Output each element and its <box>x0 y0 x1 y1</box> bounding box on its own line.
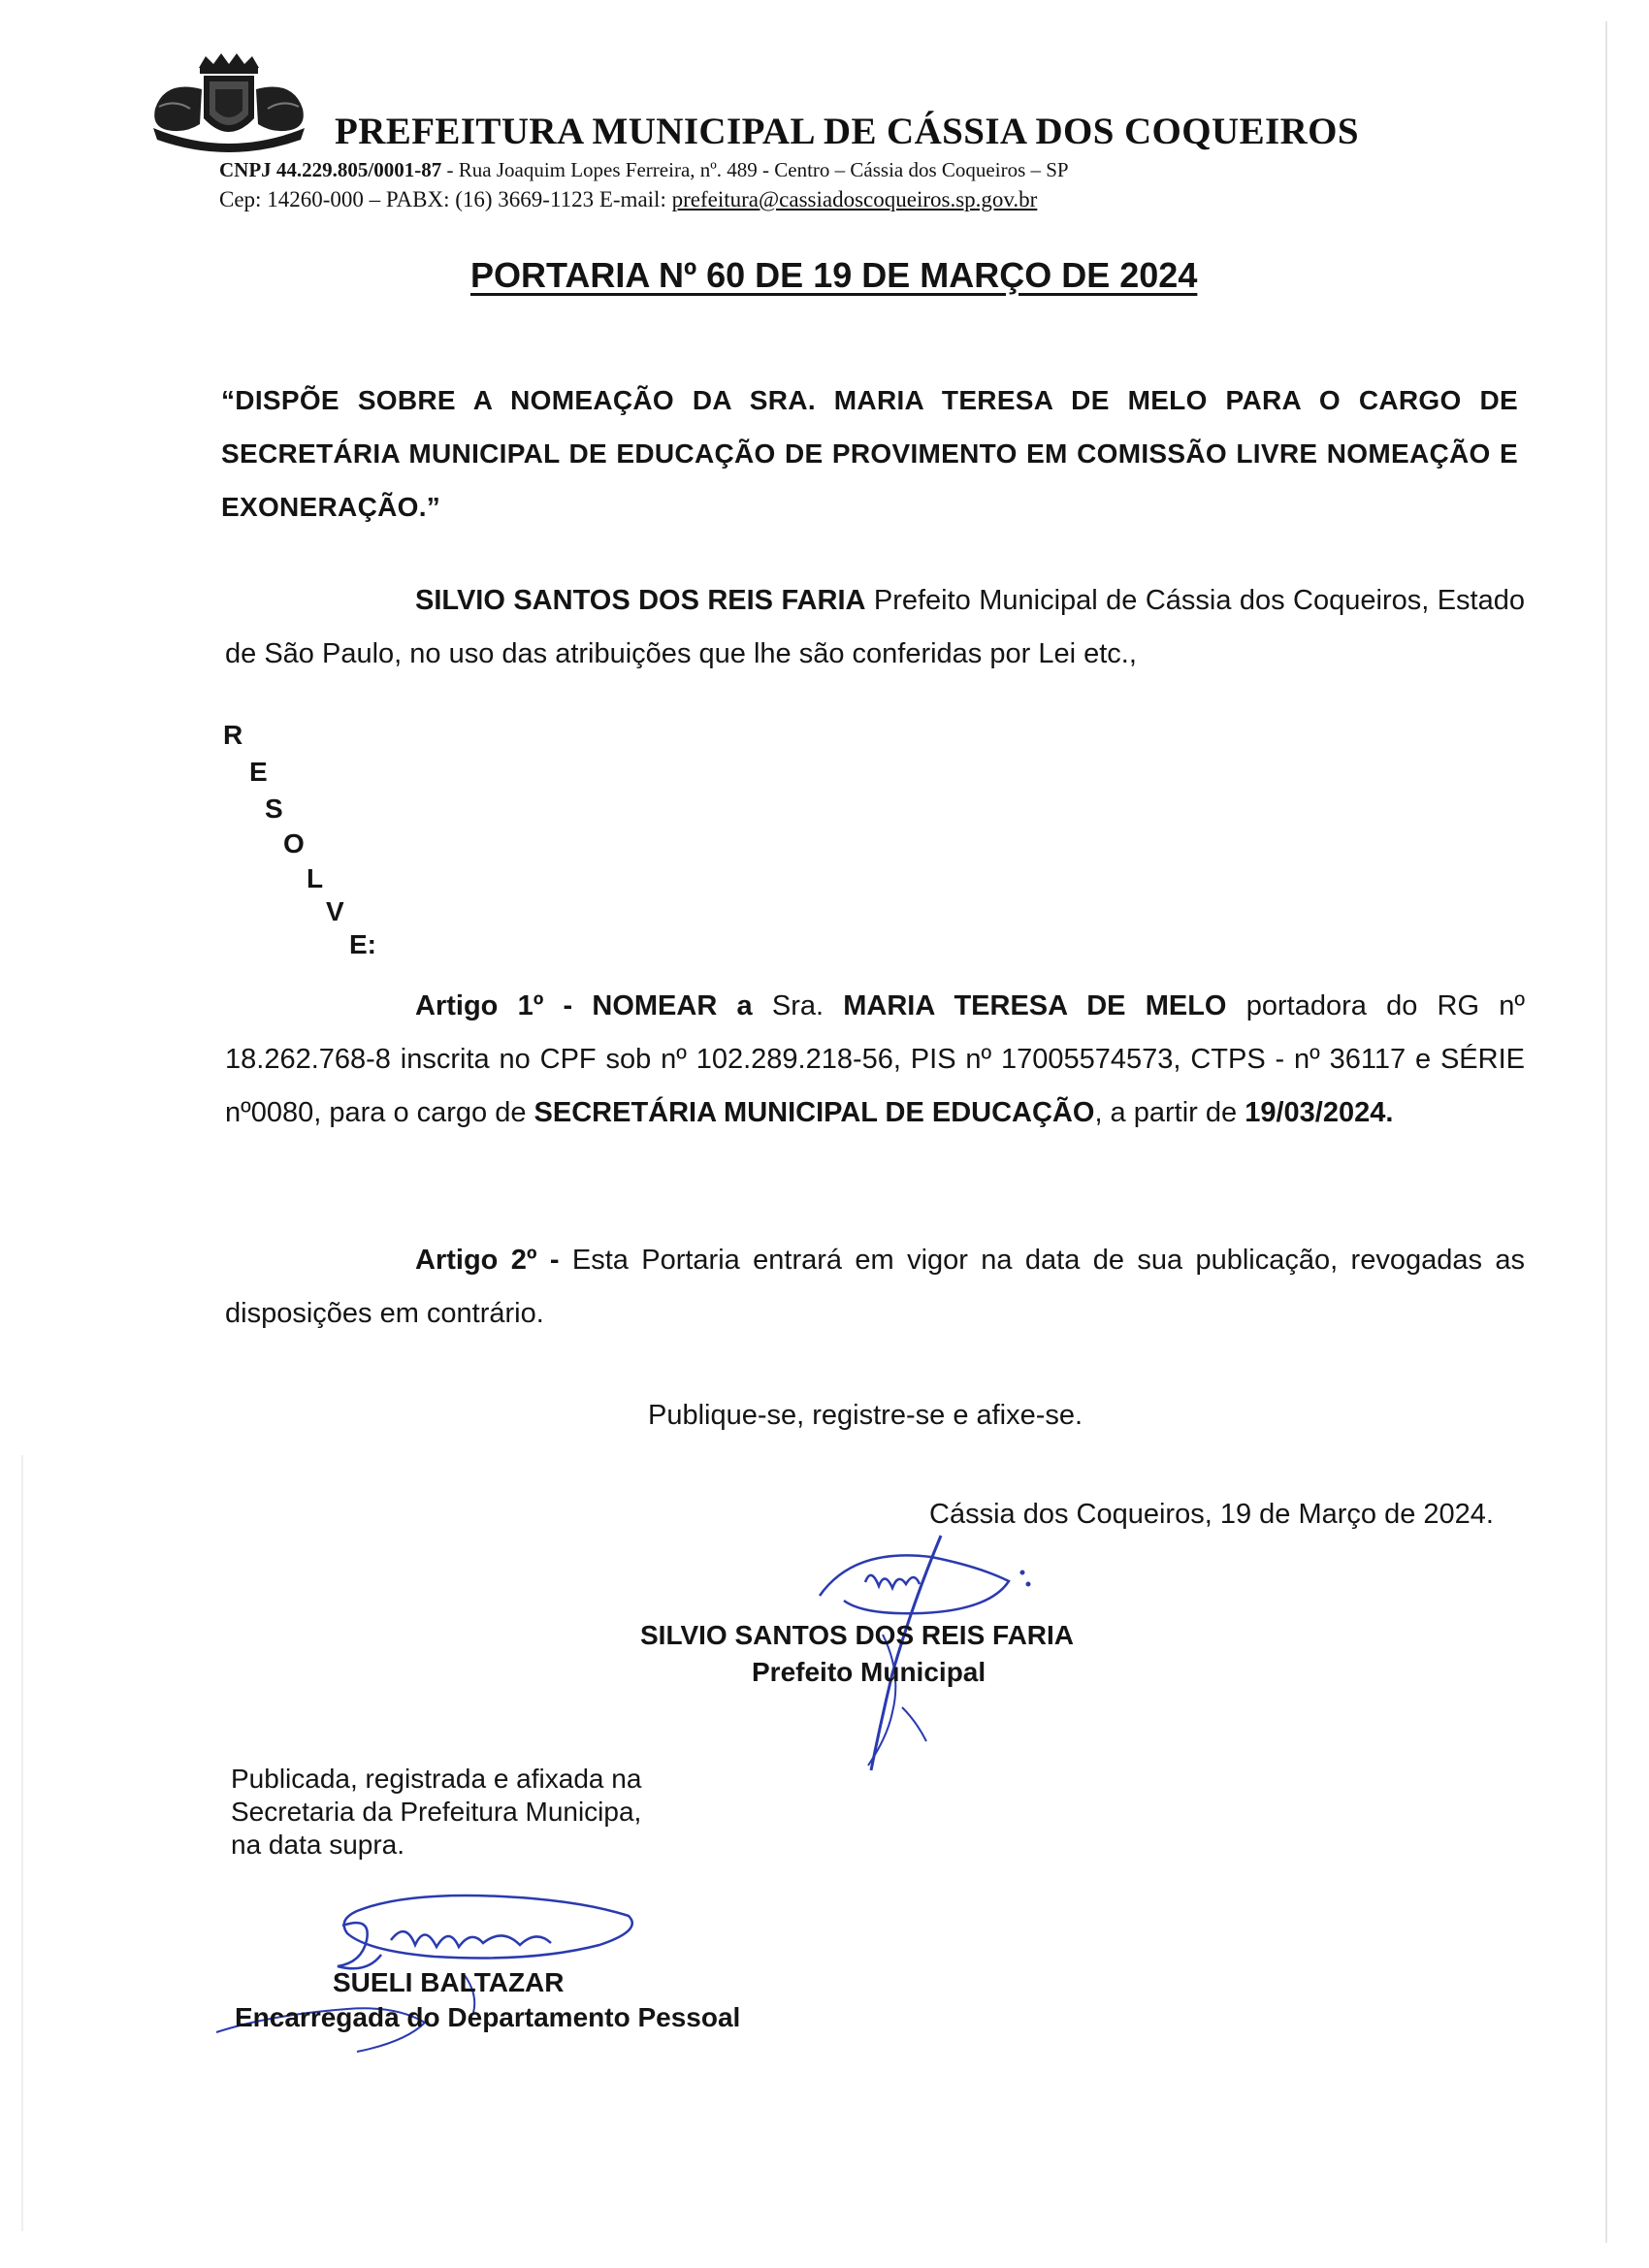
ordinance-summary: “DISPÕE SOBRE A NOMEAÇÃO DA SRA. MARIA TERESA DE MELO PARA O CARGO DE SECRETÁRIA MUNICIPAL DE EDUCAÇÃO DE PROVIMENTO EM COMISSÃO LIVRE NOMEAÇÃO E EXONERAÇÃO.” <box>221 385 1518 522</box>
article-2 <box>225 1234 1525 1341</box>
institution-name: PREFEITURA MUNICIPAL DE CÁSSIA DOS COQUEIROS <box>335 111 1359 152</box>
publication-note-line: Secretaria da Prefeitura Municipa, <box>231 1797 642 1827</box>
header-contact-line <box>219 187 1383 212</box>
intro-text: Prefeito Municipal de Cássia dos Coqueiros, Estado de São Paulo, no uso das atribuições que lhe são conferidas por Lei etc., <box>225 585 1526 669</box>
clerk-signatory-name: SUELI BALTAZAR <box>333 1967 565 1997</box>
article-1 <box>225 980 1525 1140</box>
article-2-label: Artigo 2º - <box>415 1245 560 1276</box>
cnpj-number: CNPJ 44.229.805/0001-87 <box>219 158 442 181</box>
header-address-line <box>219 158 1383 182</box>
article-1-label: Artigo 1º - NOMEAR a <box>415 990 753 1021</box>
address-text: - Rua Joaquim Lopes Ferreira, nº. 489 - Centro – Cássia dos Coqueiros – SP <box>441 158 1069 181</box>
resolve-letter: O <box>283 828 305 859</box>
scan-edge-right <box>1605 21 1607 2243</box>
clerk-signatory-role: Encarregada do Departamento Pessoal <box>235 2002 741 2032</box>
scan-edge-left <box>21 1455 23 2231</box>
article-2-text: Esta Portaria entrará em vigor na data de sua publicação, revogadas as disposições em contrário. <box>225 1245 1525 1329</box>
position-name: SECRETÁRIA MUNICIPAL DE EDUCAÇÃO <box>534 1097 1095 1128</box>
resolve-letter: L <box>307 863 324 893</box>
place-and-date: Cássia dos Coqueiros, 19 de Março de 2024. <box>929 1499 1494 1530</box>
article-1-honorific: Sra. <box>752 990 844 1021</box>
article-1-from: , a partir de <box>1094 1097 1245 1128</box>
resolve-letter: E: <box>349 929 376 959</box>
contact-text: Cep: 14260-000 – PABX: (16) 3669-1123 E-mail: <box>219 187 672 211</box>
publication-note <box>231 1763 735 1862</box>
intro-paragraph <box>225 574 1525 681</box>
mayor-signatory-role: Prefeito Municipal <box>752 1657 986 1687</box>
publication-note-line: Publicada, registrada e afixada na <box>231 1764 642 1794</box>
municipal-coat-of-arms-icon <box>146 50 320 162</box>
resolve-letter: S <box>265 794 283 824</box>
article-1-text: portadora do RG nº 18.262.768-8 inscrita no CPF sob nº 102.289.218-56, PIS nº 17005574573, CTPS - nº 36117 e SÉRIE nº0080, para o cargo de <box>225 990 1525 1128</box>
resolve-letter: R <box>223 720 243 750</box>
email-link[interactable]: prefeitura@cassiadoscoqueiros.sp.gov.br <box>671 187 1038 211</box>
effective-date: 19/03/2024. <box>1245 1097 1394 1128</box>
resolve-letter: V <box>326 896 344 926</box>
resolve-letter: E <box>249 757 268 787</box>
publication-order: Publique-se, registre-se e afixe-se. <box>648 1400 1083 1431</box>
mayor-signatory-name: SILVIO SANTOS DOS REIS FARIA <box>640 1620 1075 1650</box>
publication-note-line: na data supra. <box>231 1830 405 1860</box>
ordinance-title: PORTARIA Nº 60 DE 19 DE MARÇO DE 2024 <box>470 255 1198 295</box>
appointee-name: MARIA TERESA DE MELO <box>843 990 1227 1021</box>
mayor-name-inline: SILVIO SANTOS DOS REIS FARIA <box>415 585 866 616</box>
